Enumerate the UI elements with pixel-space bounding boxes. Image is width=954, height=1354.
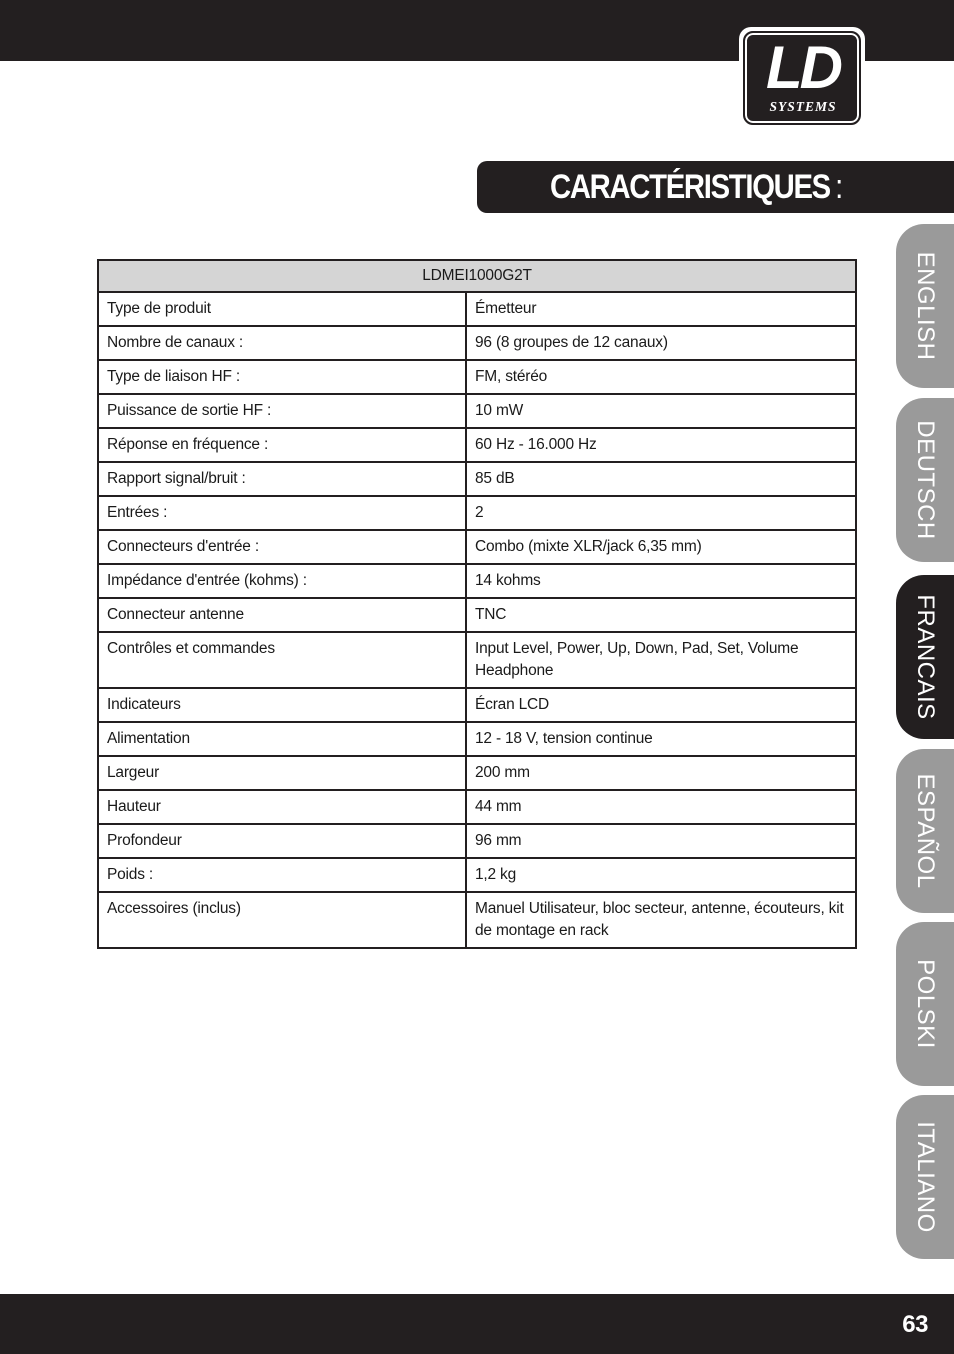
spec-label: Rapport signal/bruit : — [98, 462, 466, 496]
tab-francais[interactable] — [896, 575, 954, 739]
spec-value: 96 mm — [466, 824, 856, 858]
table-row — [98, 564, 856, 598]
bottom-bar — [0, 1294, 954, 1354]
table-row — [98, 632, 856, 688]
tab-label: ENGLISH — [912, 251, 939, 361]
spec-value: Écran LCD — [466, 688, 856, 722]
spec-value: Émetteur — [466, 292, 856, 326]
page-number: 63 — [902, 1311, 928, 1338]
spec-value: 96 (8 groupes de 12 canaux) — [466, 326, 856, 360]
spec-value: 14 kohms — [466, 564, 856, 598]
table-row — [98, 360, 856, 394]
spec-value: 2 — [466, 496, 856, 530]
spec-label: Entrées : — [98, 496, 466, 530]
table-row — [98, 858, 856, 892]
tab-italiano[interactable] — [896, 1095, 954, 1259]
table-row — [98, 824, 856, 858]
spec-label: Profondeur — [98, 824, 466, 858]
table-row — [98, 722, 856, 756]
spec-label: Nombre de canaux : — [98, 326, 466, 360]
table-row — [98, 326, 856, 360]
table-row — [98, 428, 856, 462]
table-row — [98, 756, 856, 790]
tab-label: ESPAÑOL — [912, 773, 939, 889]
spec-value: 85 dB — [466, 462, 856, 496]
spec-label: Impédance d'entrée (kohms) : — [98, 564, 466, 598]
spec-value: 10 mW — [466, 394, 856, 428]
logo-ld-text: LD — [766, 34, 840, 101]
spec-value: TNC — [466, 598, 856, 632]
spec-label: Puissance de sortie HF : — [98, 394, 466, 428]
specifications-table — [97, 259, 857, 949]
table-row — [98, 598, 856, 632]
spec-label: Réponse en fréquence : — [98, 428, 466, 462]
page-title — [550, 168, 843, 206]
table-row — [98, 790, 856, 824]
page-title-colon: : — [835, 168, 844, 206]
table-row — [98, 530, 856, 564]
spec-label: Accessoires (inclus) — [98, 892, 466, 948]
table-row — [98, 688, 856, 722]
spec-value: 200 mm — [466, 756, 856, 790]
spec-label: Type de liaison HF : — [98, 360, 466, 394]
spec-value: 60 Hz - 16.000 Hz — [466, 428, 856, 462]
spec-label: Largeur — [98, 756, 466, 790]
tab-polski[interactable] — [896, 922, 954, 1086]
spec-label: Contrôles et commandes — [98, 632, 466, 688]
table-header-row — [98, 260, 856, 292]
logo-systems-text: SYSTEMS — [769, 99, 837, 114]
spec-label: Hauteur — [98, 790, 466, 824]
tab-english[interactable] — [896, 224, 954, 388]
spec-label: Type de produit — [98, 292, 466, 326]
section-title-bar — [477, 161, 954, 213]
tab-espaol[interactable] — [896, 749, 954, 913]
spec-value: Input Level, Power, Up, Down, Pad, Set, Volume Headphone — [466, 632, 856, 688]
spec-value: 12 - 18 V, tension continue — [466, 722, 856, 756]
spec-value: 1,2 kg — [466, 858, 856, 892]
tab-label: FRANCAIS — [912, 594, 939, 720]
tab-label: DEUTSCH — [912, 420, 939, 540]
tab-label: ITALIANO — [912, 1121, 939, 1233]
tab-label: POLSKI — [912, 959, 939, 1049]
table-row — [98, 496, 856, 530]
page-title-main: CARACTÉRISTIQUES — [550, 168, 830, 206]
tab-deutsch[interactable] — [896, 398, 954, 562]
table-row — [98, 292, 856, 326]
ld-systems-logo — [739, 27, 865, 127]
spec-value: Combo (mixte XLR/jack 6,35 mm) — [466, 530, 856, 564]
table-row — [98, 892, 856, 948]
logo-badge — [743, 31, 861, 125]
spec-label: Indicateurs — [98, 688, 466, 722]
spec-value: 44 mm — [466, 790, 856, 824]
spec-label: Alimentation — [98, 722, 466, 756]
table-row — [98, 462, 856, 496]
table-header-model: LDMEI1000G2T — [98, 260, 856, 292]
spec-value: Manuel Utilisateur, bloc secteur, antenne, écouteurs, kit de montage en rack — [466, 892, 856, 948]
spec-label: Connecteurs d'entrée : — [98, 530, 466, 564]
table-row — [98, 394, 856, 428]
spec-label: Connecteur antenne — [98, 598, 466, 632]
spec-value: FM, stéréo — [466, 360, 856, 394]
spec-label: Poids : — [98, 858, 466, 892]
